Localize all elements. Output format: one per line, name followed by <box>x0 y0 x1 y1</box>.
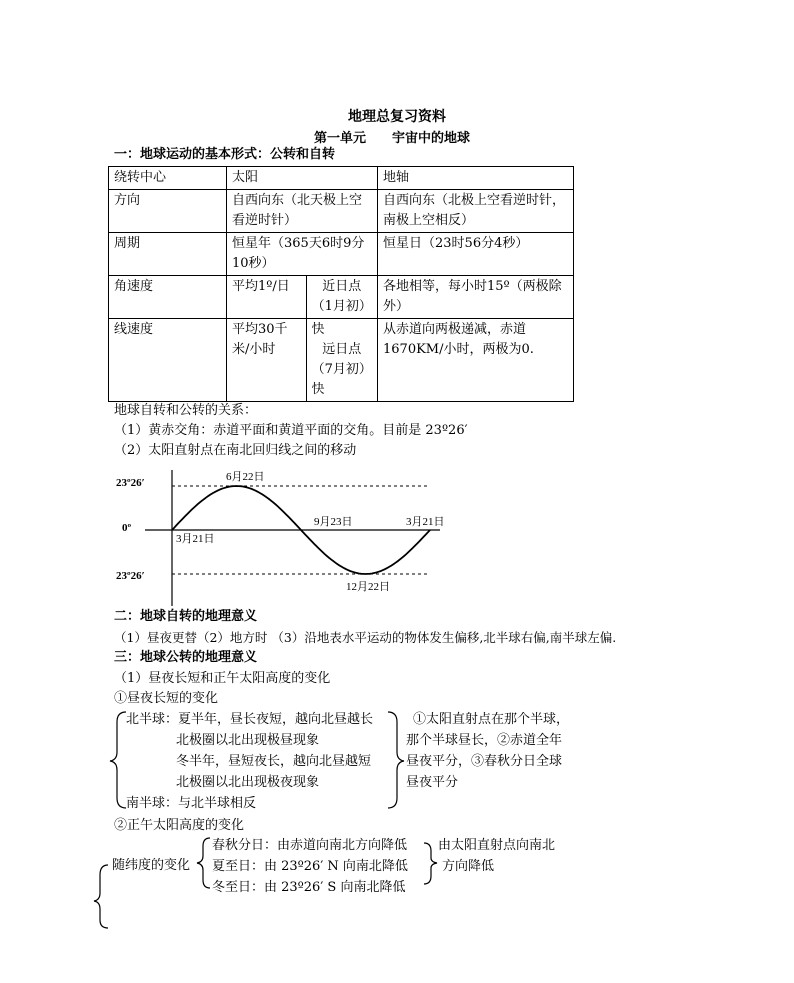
summer-solstice-line: 夏至日：由 23º26′ N 向南北降低 <box>212 859 408 874</box>
table-cell: 平均1º/日 <box>227 276 307 319</box>
table-cell: 自西向东（北极上空看逆时针，南极上空相反） <box>378 190 574 233</box>
north-summer: 北半球：夏半年，昼长夜短，越向北昼越长 <box>126 712 374 727</box>
brace-latitude <box>197 838 210 888</box>
table-cell: 平均30千米/小时 <box>227 319 307 402</box>
south-hemisphere: 南半球：与北半球相反 <box>126 796 257 811</box>
north-winter-2: 北极圈以北出现极夜现象 <box>176 775 320 790</box>
relation-heading: 地球自转和公转的关系： <box>114 403 258 418</box>
speed-fast-1: 快 <box>311 322 325 337</box>
table-header: 太阳 <box>227 167 378 190</box>
table-cell: 方向 <box>109 190 227 233</box>
section2-text: （1）昼夜更替（2）地方时 （3）沿地表水平运动的物体发生偏移,北半球右偏,南半球左偏. <box>114 630 617 645</box>
point-label-dec22: 12月22日 <box>346 581 390 593</box>
winter-solstice-line: 冬至日：由 23º26′ S 向南北降低 <box>212 880 406 895</box>
y-label-zero: 0º <box>122 522 132 534</box>
left-brace-hemisphere <box>110 712 126 808</box>
right-note-2: 方向降低 <box>442 859 495 874</box>
table-cell: 线速度 <box>109 319 227 402</box>
y-label-north: 23º26′ <box>116 477 145 489</box>
point-label-mar21-a: 3月21日 <box>176 533 215 545</box>
right-brace-hemisphere <box>388 712 404 808</box>
table-header: 地轴 <box>378 167 574 190</box>
speed-fast-2: 快 <box>311 382 325 397</box>
point-label-sep23: 9月23日 <box>314 516 353 528</box>
note-line-2: 那个半球昼长，②赤道全年 <box>406 733 563 748</box>
right-note-1: 由太阳直射点向南北 <box>438 838 556 853</box>
table-cell: 周期 <box>109 233 227 276</box>
table-cell: 各地相等，每小时15º（两极除外） <box>378 276 574 319</box>
north-winter: 冬半年，昼短夜长，越向北昼越短 <box>176 754 372 769</box>
table-cell: 恒星日（23时56分4秒） <box>378 233 574 276</box>
latitude-label: 随纬度的变化 <box>112 858 191 873</box>
note-line-3: 昼夜平分，③春秋分日全球 <box>406 754 563 769</box>
section3-heading: 三：地球公转的地理意义 <box>114 650 258 665</box>
table-cell: 恒星年（365天6时9分10秒） <box>227 233 378 276</box>
relation-item-1: （1）黄赤交角：赤道平面和黄道平面的交角。目前是 23º26′ <box>114 423 468 438</box>
table-header: 绕转中心 <box>109 167 227 190</box>
section3-sub-2: ②正午太阳高度的变化 <box>114 818 245 833</box>
aphelion-label: 远日点 <box>322 342 362 357</box>
brace-latitude-right <box>424 843 437 884</box>
table-cell: 自西向东（北天极上空看逆时针） <box>227 190 378 233</box>
section2-heading: 二：地球自转的地理意义 <box>114 609 258 624</box>
y-label-south: 23º26′ <box>116 570 145 582</box>
perihelion-label: 近日点 <box>322 279 362 294</box>
document-title: 地理总复习资料 <box>348 109 446 125</box>
note-line-4: 昼夜平分 <box>406 775 459 790</box>
point-label-jun22: 6月22日 <box>226 471 265 483</box>
section3-item-1: （1）昼夜长短和正午太阳高度的变化 <box>114 671 331 686</box>
north-summer-2: 北极圈以北出现极昼现象 <box>176 733 320 748</box>
table-cell: 从赤道向两极递减，赤道1670KM/小时，两极为0. <box>378 319 574 402</box>
table-cell: 角速度 <box>109 276 227 319</box>
aphelion-date: （7月初） <box>311 362 372 377</box>
section3-sub-1: ①昼夜长短的变化 <box>114 691 219 706</box>
unit-name: 宇宙中的地球 <box>392 131 471 146</box>
note-line-1: ①太阳直射点在那个半球， <box>413 712 570 727</box>
section1-heading: 一：地球运动的基本形式：公转和自转 <box>114 147 336 162</box>
perihelion-date: （1月初） <box>311 299 372 314</box>
brace-outer <box>94 865 108 928</box>
unit-number: 第一单元 <box>314 131 367 146</box>
point-label-mar21-b: 3月21日 <box>406 516 445 528</box>
relation-item-2: （2）太阳直射点在南北回归线之间的移动 <box>114 443 357 458</box>
equinox-line: 春秋分日：由赤道向南北方向降低 <box>212 838 408 853</box>
